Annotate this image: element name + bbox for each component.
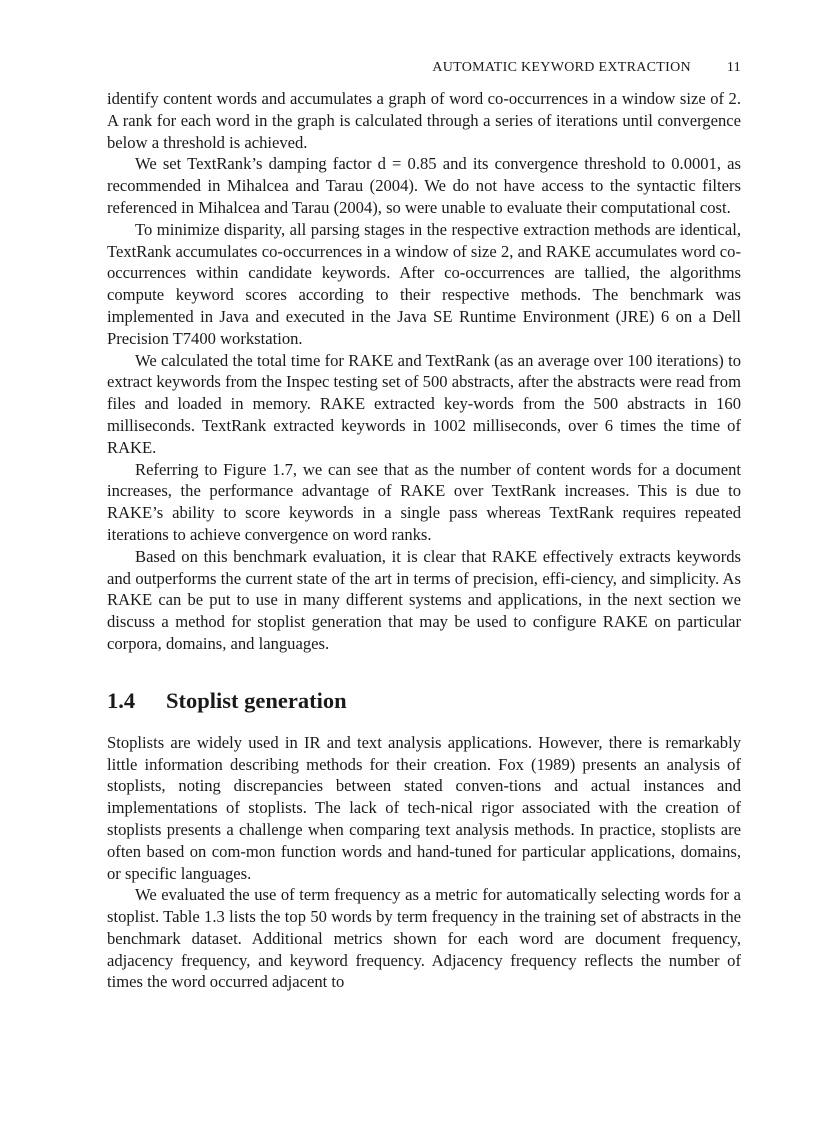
paragraph: Stoplists are widely used in IR and text analysis applications. However, there is remarkably little information describing methods for their creation. Fox (1989) presents an analysis of stoplists, noting discrepancies between stated conven-tions and actual instances and implementations of stoplists. The lack of tech-nical rigor associated with the creation of stoplists presents a challenge when comparing text analysis methods. In practice, stoplists are often based on com-mon function words and hand-tuned for particular applications, domains, or specific languages.	[107, 732, 741, 883]
paragraph: identify content words and accumulates a graph of word co-occurrences in a window size of 2. A rank for each word in the graph is calculated through a series of iterations until convergence below a threshold is achieved.	[107, 89, 741, 152]
paragraph: We evaluated the use of term frequency as a metric for automatically selecting words for a stoplist. Table 1.3 lists the top 50 words by term frequency in the training set of abstracts in the benchmark dataset. Additional metrics shown for each word are document frequency, adjacency frequency, and keyword frequency. Adjacency frequency reflects the number of times the word occurred adjacent to	[107, 885, 741, 992]
paragraph: We set TextRank’s damping factor d = 0.85 and its convergence threshold to 0.0001, as recommended in Mihalcea and Tarau (2004). We do not have access to the syntactic filters referenced in Mihalcea and Tarau (2004), so were unable to evaluate their computational cost.	[107, 154, 741, 217]
running-head	[107, 60, 741, 82]
paragraph: To minimize disparity, all parsing stages in the respective extraction methods are identical, TextRank accumulates co-occurrences in a window of size 2, and RAKE accumulates word co-occurrences within candidate keywords. After co-occurrences are tallied, the algorithms compute keyword scores according to their respective methods. The benchmark was implemented in Java and executed in the Java SE Runtime Environment (JRE) 6 on a Dell Precision T7400 workstation.	[107, 219, 741, 348]
section-title: Stoplist generation	[166, 687, 347, 713]
section-number: 1.4	[107, 687, 136, 713]
page	[107, 60, 741, 993]
paragraph: Based on this benchmark evaluation, it is clear that RAKE effectively extracts keywords and outperforms the current state of the art in terms of precision, effi-ciency, and simplicity. As RAKE can be put to use in many different systems and applications, in the next section we discuss a method for stoplist generation that may be used to configure RAKE on particular corpora, domains, and languages.	[107, 546, 741, 653]
section-heading	[107, 688, 741, 714]
paragraph: We calculated the total time for RAKE and TextRank (as an average over 100 iterations) to extract keywords from the Inspec testing set of 500 abstracts, after the abstracts were read from files and loaded in memory. RAKE extracted key-words from the 500 abstracts in 160 milliseconds. TextRank extracted keywords in 1002 milliseconds, over 6 times the time of RAKE.	[107, 350, 741, 457]
page-number: 11	[726, 60, 741, 75]
paragraph: Referring to Figure 1.7, we can see that as the number of content words for a document increases, the performance advantage of RAKE over TextRank increases. This is due to RAKE’s ability to score keywords in a single pass whereas TextRank requires repeated iterations to achieve convergence on word ranks.	[107, 459, 741, 544]
running-title: AUTOMATIC KEYWORD EXTRACTION	[432, 60, 691, 75]
